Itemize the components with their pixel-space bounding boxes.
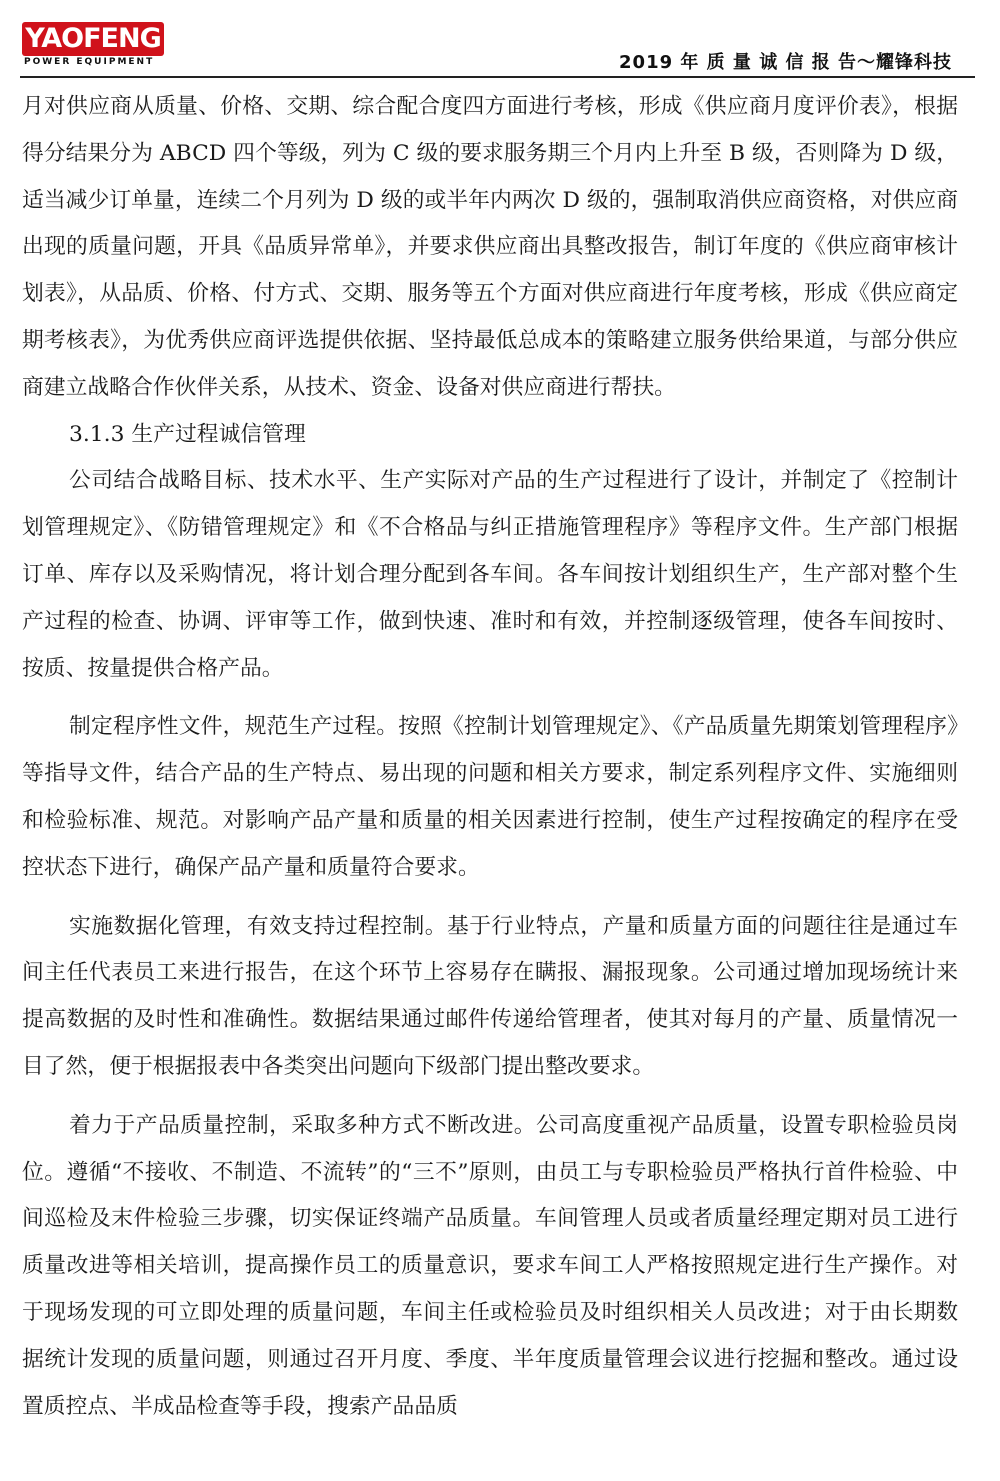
document-title: 2019 年 质 量 诚 信 报 告～耀锋科技 xyxy=(619,52,952,73)
paragraph-data-management: 实施数据化管理，有效支持过程控制。基于行业特点，产量和质量方面的问题往往是通过车间主任代表员工来进行报告，在这个环节上容易存在瞒报、漏报现象。公司通过增加现场统计来提高数据的及时性和准确性。数据结果通过邮件传递给管理者，使其对每月的产量、质量情况一目了然，便于根据报表中各类突出问题向下级部门提出整改要求。 xyxy=(22,913,958,1079)
paragraph-procedure-documents: 制定程序性文件，规范生产过程。按照《控制计划管理规定》、《产品质量先期策划管理程序》等指导文件，结合产品的生产特点、易出现的问题和相关方要求，制定系列程序文件、实施细则和检验标准、规范。对影响产品产量和质量的相关因素进行控制，使生产过程按确定的程序在受控状态下进行，确保产品产量和质量符合要求。 xyxy=(22,714,958,880)
page-header xyxy=(0,0,1000,80)
logo-text: YAOFENG xyxy=(25,23,161,54)
header-divider xyxy=(20,76,975,78)
paragraph-production-design: 公司结合战略目标、技术水平、生产实际对产品的生产过程进行了设计，并制定了《控制计划管理规定》、《防错管理规定》和《不合格品与纠正措施管理程序》等程序文件。生产部门根据订单、库存以及采购情况，将计划合理分配到各车间。各车间按计划组织生产，生产部对整个生产过程的检查、协调、评审等工作，做到快速、准时和有效，并控制逐级管理，使各车间按时、按质、按量提供合格产品。 xyxy=(22,468,958,681)
paragraph-supplier-evaluation: 月对供应商从质量、价格、交期、综合配合度四方面进行考核，形成《供应商月度评价表》，根据得分结果分为 ABCD 四个等级，列为 C 级的要求服务期三个月内上升至 B 级，否则降为 D 级，适当减少订单量，连续二个月列为 D 级的或半年内两次 D 级的，强制取消供应商资格，对供应商出现的质量问题，开具《品质异常单》，并要求供应商出具整改报告，制订年度的《供应商审核计划表》，从品质、价格、付方式、交期、服务等五个方面对供应商进行年度考核，形成《供应商定期考核表》，为优秀供应商评选提供依据、坚持最低总成本的策略建立服务供给果道，与部分供应商建立战略合作伙伴关系，从技术、资金、设备对供应商进行帮扶。 xyxy=(22,94,958,400)
paragraph-quality-control: 着力于产品质量控制，采取多种方式不断改进。公司高度重视产品质量，设置专职检验员岗位。遵循“不接收、不制造、不流转”的“三不”原则，由员工与专职检验员严格执行首件检验、中间巡检及末件检验三步骤，切实保证终端产品质量。车间管理人员或者质量经理定期对员工进行质量改进等相关培训，提高操作员工的质量意识，要求车间工人严格按照规定进行生产操作。对于现场发现的可立即处理的质量问题，车间主任或检验员及时组织相关人员改进；对于由长期数据统计发现的质量问题，则通过召开月度、季度、半年度质量管理会议进行挖掘和整改。通过设置质控点、半成品检查等手段，搜索产品品质 xyxy=(22,1112,958,1419)
section-heading-3-1-3: 3.1.3 生产过程诚信管理 xyxy=(69,421,306,447)
document-body xyxy=(22,84,958,1430)
company-logo xyxy=(22,22,164,68)
logo-subtext: POWER EQUIPMENT xyxy=(24,57,155,67)
